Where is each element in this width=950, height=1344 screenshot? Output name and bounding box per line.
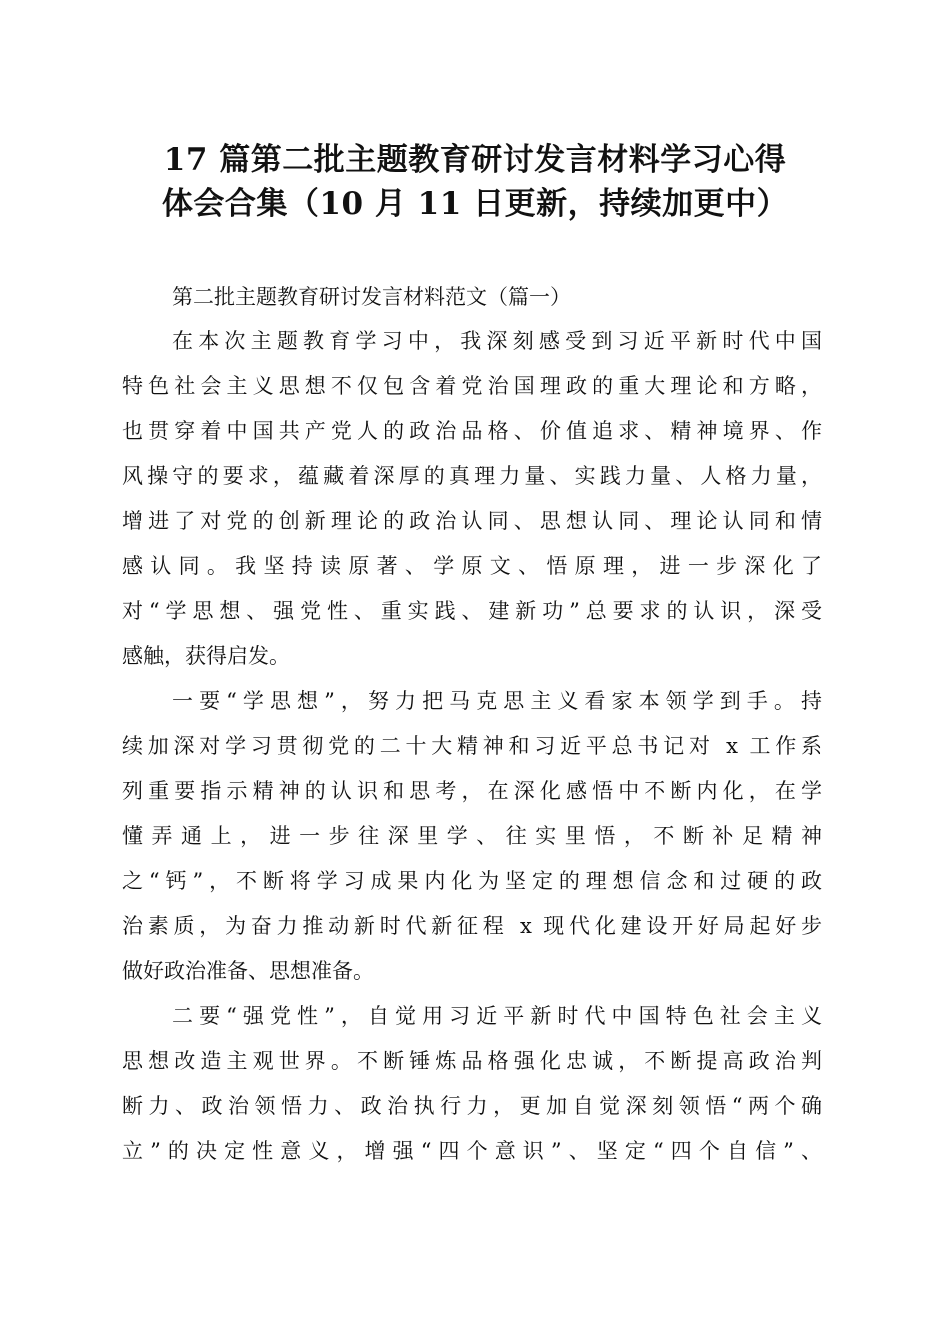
title-line-1: 17 篇第二批主题教育研讨发言材料学习心得 (163, 142, 787, 178)
paragraph-1-line-3: 也贯穿着中国共产党人的政治品格、价值追求、精神境界、作 (122, 419, 822, 443)
paragraph-1-line-6: 感认同。我坚持读原著、学原文、悟原理，进一步深化了 (122, 554, 822, 578)
paragraph-2-line-2: 续加深对学习贯彻党的二十大精神和习近平总书记对 x 工作系 (122, 734, 822, 758)
paragraph-2-line-6: 治素质，为奋力推动新时代新征程 x 现代化建设开好局起好步 (122, 914, 822, 938)
paragraph-1-line-2: 特色社会主义思想不仅包含着党治国理政的重大理论和方略， (122, 374, 822, 398)
paragraph-1-line-8: 感触，获得启发。 (122, 644, 290, 668)
paragraph-1-line-7: 对“学思想、强党性、重实践、建新功”总要求的认识，深受 (122, 599, 822, 623)
paragraph-2-line-4: 懂弄通上，进一步往深里学、往实里悟，不断补足精神 (122, 824, 822, 848)
paragraph-3-line-1: 二要“强党性”，自觉用习近平新时代中国特色社会主义 (172, 1004, 822, 1028)
document-title (60, 138, 890, 226)
section-heading: 第二批主题教育研讨发言材料范文（篇一） (172, 285, 571, 309)
paragraph-3-line-2: 思想改造主观世界。不断锤炼品格强化忠诚，不断提高政治判 (122, 1049, 822, 1073)
title-line-2: 体会合集（10 月 11 日更新，持续加更中） (161, 186, 789, 222)
paragraph-1-line-5: 增进了对党的创新理论的政治认同、思想认同、理论认同和情 (122, 509, 822, 533)
paragraph-1-line-1: 在本次主题教育学习中，我深刻感受到习近平新时代中国 (172, 329, 822, 353)
paragraph-3-line-3: 断力、政治领悟力、政治执行力，更加自觉深刻领悟“两个确 (122, 1094, 822, 1118)
paragraph-2-line-1: 一要“学思想”，努力把马克思主义看家本领学到手。持 (172, 689, 822, 713)
paragraph-2-line-7: 做好政治准备、思想准备。 (122, 959, 374, 983)
paragraph-3-line-4: 立”的决定性意义，增强“四个意识”、坚定“四个自信”、 (122, 1139, 822, 1163)
paragraph-2-line-5: 之“钙”，不断将学习成果内化为坚定的理想信念和过硬的政 (122, 869, 822, 893)
paragraph-2-line-3: 列重要指示精神的认识和思考，在深化感悟中不断内化，在学 (122, 779, 822, 803)
paragraph-1-line-4: 风操守的要求，蕴藏着深厚的真理力量、实践力量、人格力量， (122, 464, 822, 488)
